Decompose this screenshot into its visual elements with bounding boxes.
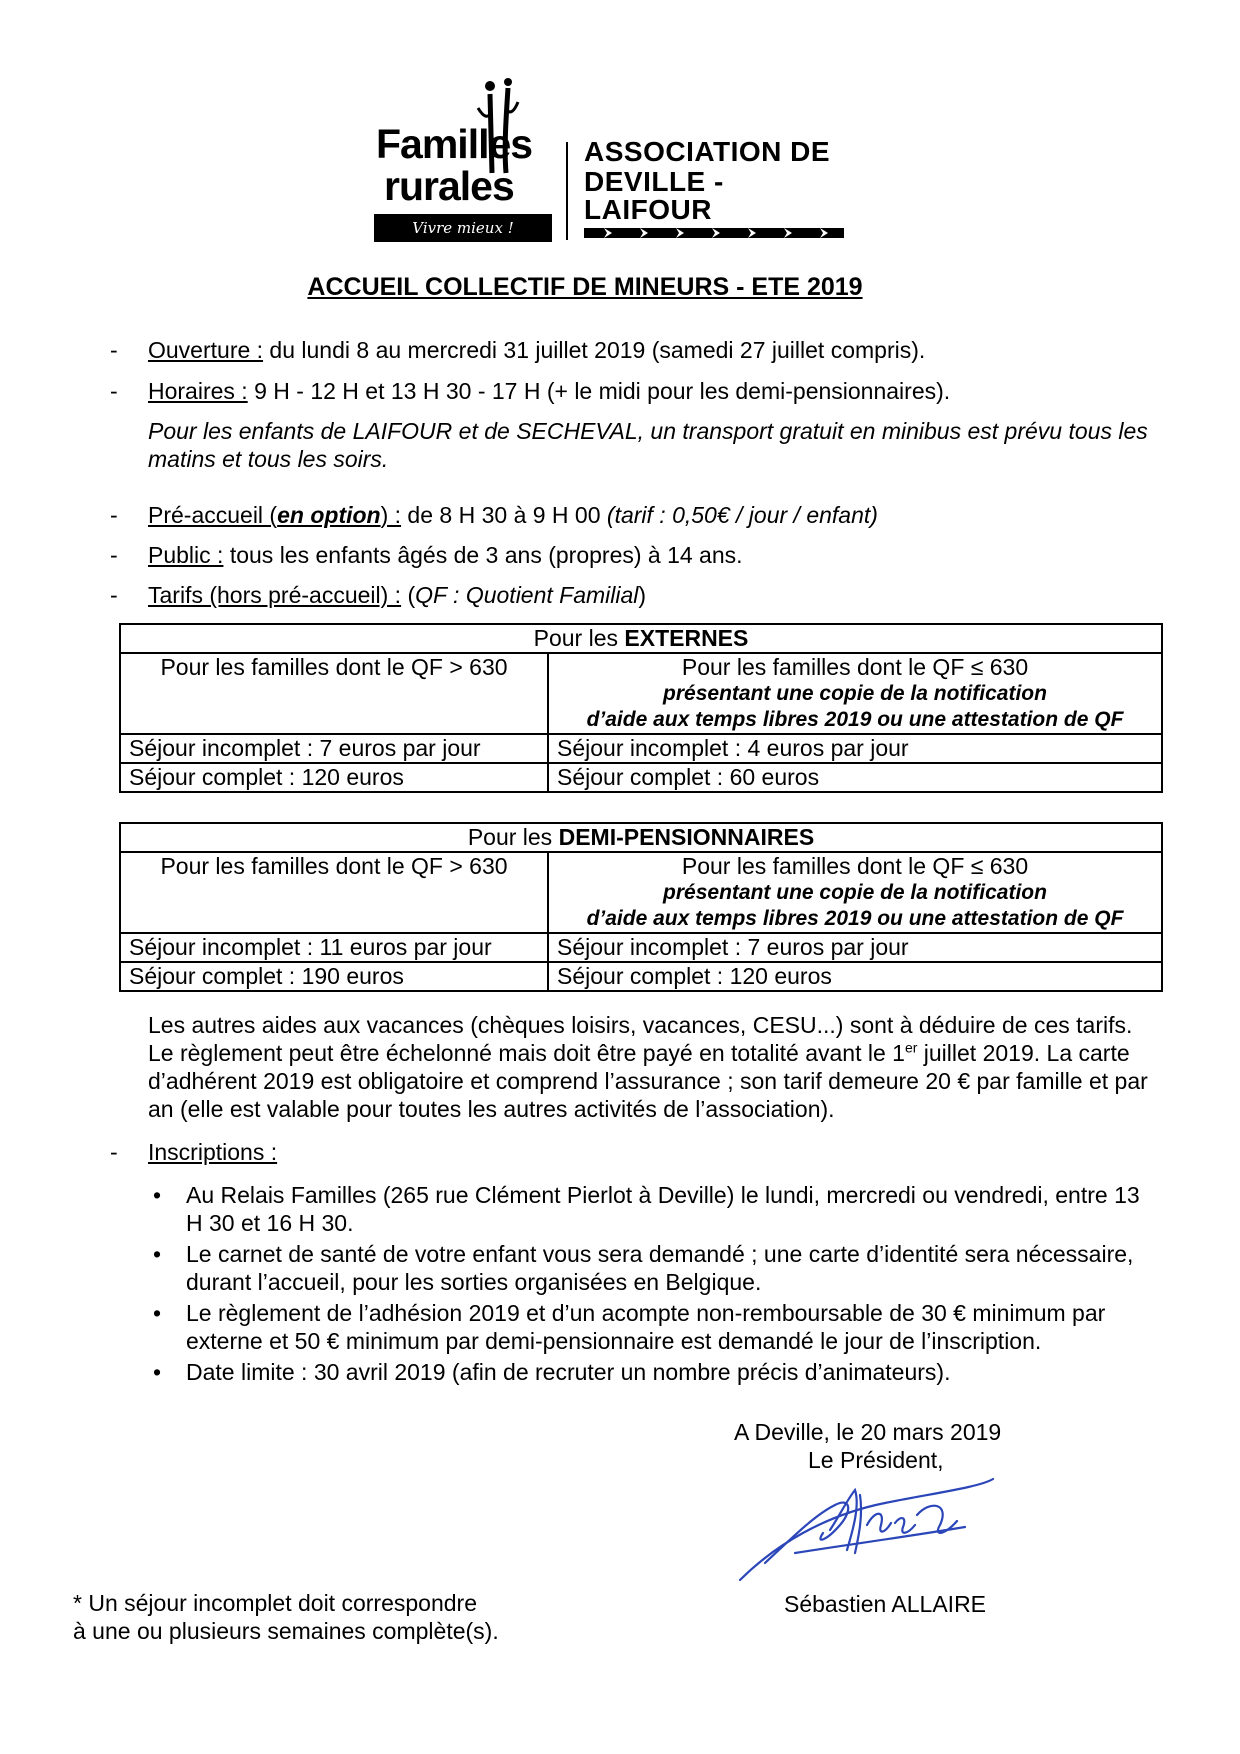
- table-row: [120, 653, 1162, 734]
- list-item: [148, 1299, 1158, 1355]
- tarifs-qf: QF : Quotient Familial: [415, 582, 639, 608]
- transport-note: Pour les enfants de LAIFOUR et de SECHEVAL, un transport gratuit en minibus est prévu tous les matins et tous les soirs.: [148, 418, 1148, 473]
- heading-prefix: Pour les: [533, 625, 625, 651]
- horaires-text: 9 H - 12 H et 13 H 30 - 17 H (+ le midi pour les demi-pensionnaires).: [247, 378, 951, 404]
- col2-header: [548, 852, 1162, 933]
- tarifs-label: Tarifs (hors pré-accueil) :: [148, 582, 402, 608]
- col2-sub1: présentant une copie de la notification: [663, 682, 1047, 705]
- arrow-band-icon: [584, 224, 844, 242]
- dash-marker: -: [110, 542, 118, 568]
- list-item: [148, 1181, 1158, 1237]
- table-cell: Séjour complet : 60 euros: [548, 763, 1162, 792]
- aides-part2: juillet 2019. La carte d’adhérent 2019 est obligatoire et comprend l’assurance ; son tarif demeure 20 € par famille et par an (elle est valable pour toutes les autres activités de l’association).: [148, 1040, 1148, 1123]
- public-text: tous les enfants âgés de 3 ans (propres) à 14 ans.: [223, 542, 743, 568]
- handwritten-signature-icon: [735, 1475, 995, 1585]
- heading-bold: DEMI-PENSIONNAIRES: [558, 824, 815, 850]
- ouverture-text: du lundi 8 au mercredi 31 juillet 2019 (samedi 27 juillet compris).: [263, 337, 926, 363]
- table-cell: Séjour incomplet : 11 euros par jour: [120, 933, 548, 962]
- familles-rurales-logo: [374, 78, 554, 243]
- logo-tagline: Vivre mieux !: [374, 214, 552, 242]
- list-item: [148, 1358, 1158, 1386]
- logo-word-familles: Familles: [376, 121, 533, 167]
- table-row: [120, 823, 1162, 852]
- col2-sub2: d’aide aux temps libres 2019 ou une attestation de QF: [586, 907, 1124, 930]
- signature-role: Le Président,: [808, 1447, 944, 1473]
- association-name-line1: ASSOCIATION DE: [584, 136, 831, 167]
- col1-header: Pour les familles dont le QF > 630: [120, 852, 548, 933]
- aides-part1: Les autres aides aux vacances (chèques loisirs, vacances, CESU...) sont à déduire de ces tarifs. Le règlement peut être échelonné mais doit être payé en totalité avant le 1: [148, 1012, 1133, 1067]
- association-name-line2: DEVILLE - LAIFOUR: [584, 166, 724, 225]
- table-row: [120, 624, 1162, 653]
- col2-header-text: Pour les familles dont le QF ≤ 630: [681, 853, 1029, 879]
- table-row: [120, 763, 1162, 792]
- table-row: [120, 852, 1162, 933]
- list-item-text: Le carnet de santé de votre enfant vous sera demandé ; une carte d’identité sera nécessaire, durant l’accueil, pour les sorties organisées en Belgique.: [186, 1241, 1134, 1296]
- dash-marker: -: [110, 1139, 118, 1165]
- bullet-icon: •: [153, 1241, 162, 1268]
- tarifs-open: (: [401, 582, 416, 608]
- bullet-icon: •: [153, 1300, 162, 1327]
- table-row: [120, 962, 1162, 991]
- col2-sub2: d’aide aux temps libres 2019 ou une attestation de QF: [586, 708, 1124, 731]
- list-item: [148, 1240, 1158, 1296]
- table-cell: Séjour complet : 120 euros: [548, 962, 1162, 991]
- col2-sub1: présentant une copie de la notification: [663, 881, 1047, 904]
- ouverture-label: Ouverture :: [148, 337, 264, 363]
- table-cell: Séjour complet : 120 euros: [120, 763, 548, 792]
- table-row: [120, 933, 1162, 962]
- table-demi-pensionnaires: [119, 822, 1163, 992]
- bullet-icon: •: [153, 1182, 162, 1208]
- dash-marker: -: [110, 582, 118, 608]
- header-divider: [566, 142, 568, 240]
- table-cell: Séjour incomplet : 4 euros par jour: [548, 734, 1162, 763]
- public-label: Public :: [148, 542, 224, 568]
- dash-marker: -: [110, 502, 118, 528]
- col2-header-text: Pour les familles dont le QF ≤ 630: [681, 654, 1029, 680]
- preaccueil-tarif: (tarif : 0,50€ / jour / enfant): [606, 502, 878, 528]
- signature-place-date: A Deville, le 20 mars 2019: [734, 1419, 1002, 1445]
- list-item-text: Date limite : 30 avril 2019 (afin de recruter un nombre précis d’animateurs).: [186, 1359, 951, 1386]
- aides-paragraph: [148, 1011, 1158, 1123]
- table-cell: Séjour complet : 190 euros: [120, 962, 548, 991]
- table-heading: [120, 624, 1162, 653]
- horaires-label: Horaires :: [148, 378, 248, 404]
- table-row: [120, 734, 1162, 763]
- logo-word-rurales: rurales: [384, 163, 514, 209]
- table-cell: Séjour incomplet : 7 euros par jour: [120, 734, 548, 763]
- bullet-icon: •: [153, 1359, 162, 1386]
- tarifs-close: ): [638, 582, 647, 608]
- dash-marker: -: [110, 337, 118, 363]
- footnote-line1: * Un séjour incomplet doit correspondre: [73, 1590, 477, 1616]
- table-heading: [120, 823, 1162, 852]
- col2-header: [548, 653, 1162, 734]
- document-title: ACCUEIL COLLECTIF DE MINEURS - ETE 2019: [307, 273, 863, 301]
- col1-header: Pour les familles dont le QF > 630: [120, 653, 548, 734]
- list-item-text: Le règlement de l’adhésion 2019 et d’un acompte non-remboursable de 30 € minimum par externe et 50 € minimum par demi-pensionnaire est demandé le jour de l’inscription.: [186, 1300, 1106, 1355]
- header: [374, 78, 844, 243]
- inscriptions-list: [148, 1181, 1158, 1389]
- preaccueil-label-c: ) :: [380, 502, 402, 528]
- heading-prefix: Pour les: [467, 824, 559, 850]
- table-externes: [119, 623, 1163, 793]
- dash-marker: -: [110, 378, 118, 404]
- signatory-name: Sébastien ALLAIRE: [784, 1591, 987, 1617]
- preaccueil-label-a: Pré-accueil (: [148, 502, 278, 528]
- list-item-text: Au Relais Familles (265 rue Clément Pierlot à Deville) le lundi, mercredi ou vendredi, entre 13 H 30 et 16 H 30.: [186, 1182, 1140, 1237]
- footnote-line2: à une ou plusieurs semaines complète(s).: [73, 1617, 499, 1644]
- inscriptions-label: Inscriptions :: [148, 1139, 278, 1165]
- footnote: [73, 1590, 593, 1645]
- preaccueil-option: en option: [277, 502, 381, 528]
- heading-bold: EXTERNES: [624, 625, 749, 651]
- aides-sup: er: [904, 1039, 918, 1056]
- preaccueil-text: de 8 H 30 à 9 H 00: [401, 502, 607, 528]
- table-cell: Séjour incomplet : 7 euros par jour: [548, 933, 1162, 962]
